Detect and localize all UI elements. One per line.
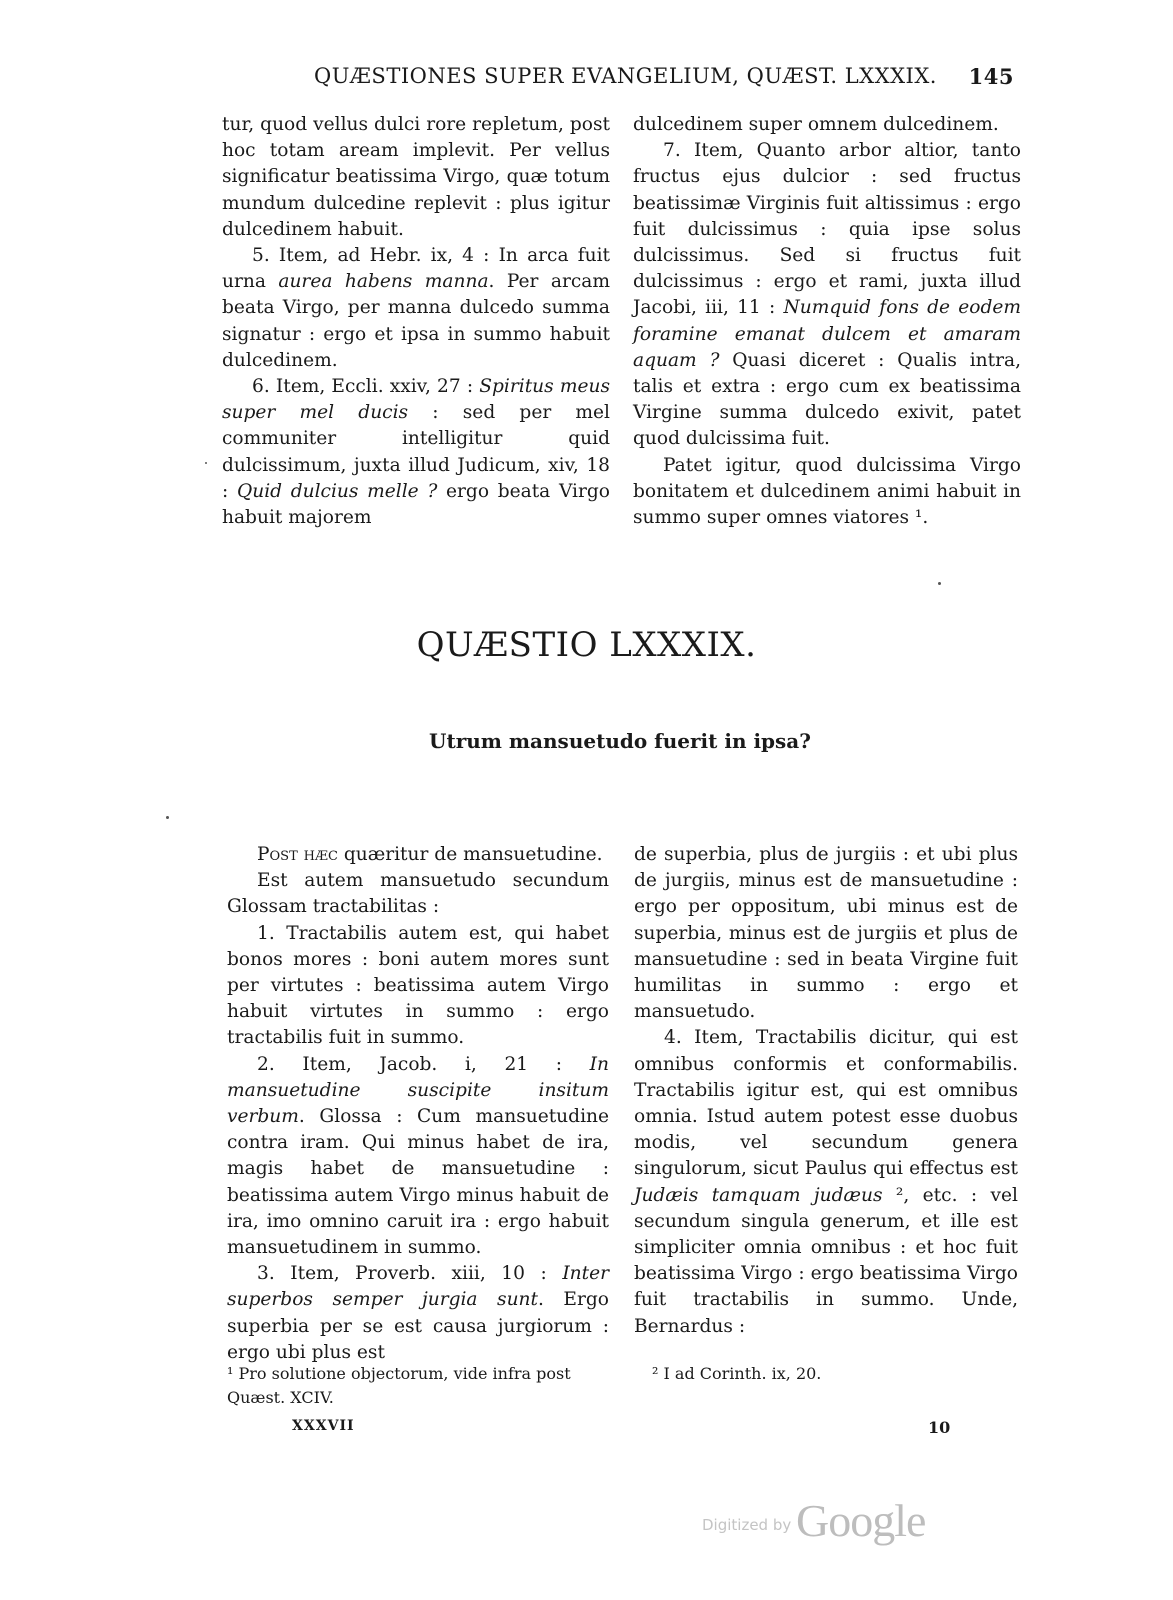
paragraph-continuation: dulcedinem super omnem dulcedinem. bbox=[633, 114, 999, 135]
question-title: QUÆSTIO LXXXIX. bbox=[416, 625, 757, 665]
top-left-column bbox=[222, 112, 610, 531]
paragraph-argument-5: 5. Item, ad Hebr. ix, 4 : In arca fuit urna aurea habens manna. Per arcam beata Virgo, per manna dulcedo summa signatur : ergo et ipsa in summo habuit dulcedinem. bbox=[222, 245, 610, 371]
scan-speck bbox=[166, 816, 169, 819]
paragraph-continuation: tur, quod vellus dulci rore repletum, post hoc totam aream implevit. Per vellus significatur beatissima Virgo, quæ totum mundum dulcedine replevit : plus igitur dulcedinem habuit. bbox=[222, 114, 610, 240]
paragraph-intro: Post hæc quæritur de mansuetudine. bbox=[257, 844, 603, 865]
paragraph-conclusion: Patet igitur, quod dulcissima Virgo bonitatem et dulcedinem animi habuit in summo super omnes viatores ¹. bbox=[633, 454, 1021, 529]
signature-mark: XXXVII bbox=[292, 1418, 355, 1434]
paragraph-argument-3: 3. Item, Proverb. xiii, 10 : Inter superbos semper jurgia sunt. Ergo superbia per se est causa jurgiorum : ergo ubi plus est bbox=[227, 1263, 609, 1363]
google-logo: Google bbox=[796, 1495, 926, 1546]
paragraph-argument-1: 1. Tractabilis autem est, qui habet bonos mores : boni autem mores sunt per virtutes : beatissima autem Virgo habuit virtutes in summo : ergo tractabilis fuit in summo. bbox=[227, 922, 609, 1049]
question-subtitle: Utrum mansuetudo fuerit in ipsa? bbox=[429, 729, 811, 753]
paragraph-argument-2: 2. Item, Jacob. i, 21 : In mansuetudine suscipite insitum verbum. Glossa : Cum mansuetudine contra iram. Qui minus habet de ira, magis habet de mansuetudine : beatissima autem Virgo minus habuit de ira, imo omnino caruit ira : ergo habuit mansuetudinem in summo. bbox=[227, 1053, 609, 1259]
running-title: QUÆSTIONES SUPER EVANGELIUM, QUÆST. LXXXIX. bbox=[314, 64, 937, 88]
bottom-left-column bbox=[227, 842, 609, 1366]
paragraph-argument-4: 4. Item, Tractabilis dicitur, qui est omnibus conformis et conformabilis. Tractabilis igitur est, qui est omnibus omnia. Istud autem potest esse duobus modis, vel secundum genera singulorum, sicut Paulus qui effectus est Judæis tamquam judæus ², etc. : vel secundum singula generum, et ille est simpliciter omnia omnibus : et hoc fuit beatissima Virgo : ergo beatissima Virgo fuit tractabilis in summo. Unde, Bernardus : bbox=[634, 1027, 1018, 1337]
top-right-column bbox=[633, 112, 1021, 531]
paragraph-argument-7: 7. Item, Quanto arbor altior, tanto fructus ejus dulcior : sed fructus beatissimæ Virginis fuit altissimus : ergo fuit dulcissimus : quia ipse solus dulcissimus. Sed si fructus fuit dulcissimus : ergo et rami, juxta illud Jacobi, iii, 11 : Numquid fons de eodem foramine emanat dulcem et amaram aquam ? Quasi diceret : Qualis intra, talis et extra : ergo cum ex beatissima Virgine summa dulcedo exivit, patet quod dulcissima fuit. bbox=[633, 140, 1021, 450]
digitized-by-label: Digitized by bbox=[702, 1516, 792, 1534]
paragraph-continuation: de superbia, plus de jurgiis : et ubi plus de jurgiis, minus est de mansuetudine : ergo per oppositum, ubi minus est de superbia, minus est de jurgiis et plus de mansuetudine : sed in beata Virgine fuit humilitas in summo : ergo et mansuetudo. bbox=[634, 844, 1018, 1023]
page-number: 145 bbox=[968, 64, 1014, 89]
bottom-right-column bbox=[634, 842, 1018, 1340]
paragraph-argument-6: 6. Item, Eccli. xxiv, 27 : Spiritus meus super mel ducis : sed per mel communiter intelligitur quid dulcissimum, juxta illud Judicum, xiv, 18 : Quid dulcius melle ? ergo beata Virgo habuit majorem bbox=[222, 376, 611, 529]
footnote-1: ¹ Pro solutione objectorum, vide infra post Quæst. XCIV. bbox=[227, 1364, 571, 1407]
paragraph-definition: Est autem mansuetudo secundum Glossam tractabilitas : bbox=[227, 870, 609, 918]
scan-speck bbox=[205, 462, 207, 464]
scan-speck bbox=[938, 582, 941, 585]
footnote-2: ² I ad Corinth. ix, 20. bbox=[652, 1364, 822, 1383]
leaf-number: 10 bbox=[928, 1418, 951, 1437]
